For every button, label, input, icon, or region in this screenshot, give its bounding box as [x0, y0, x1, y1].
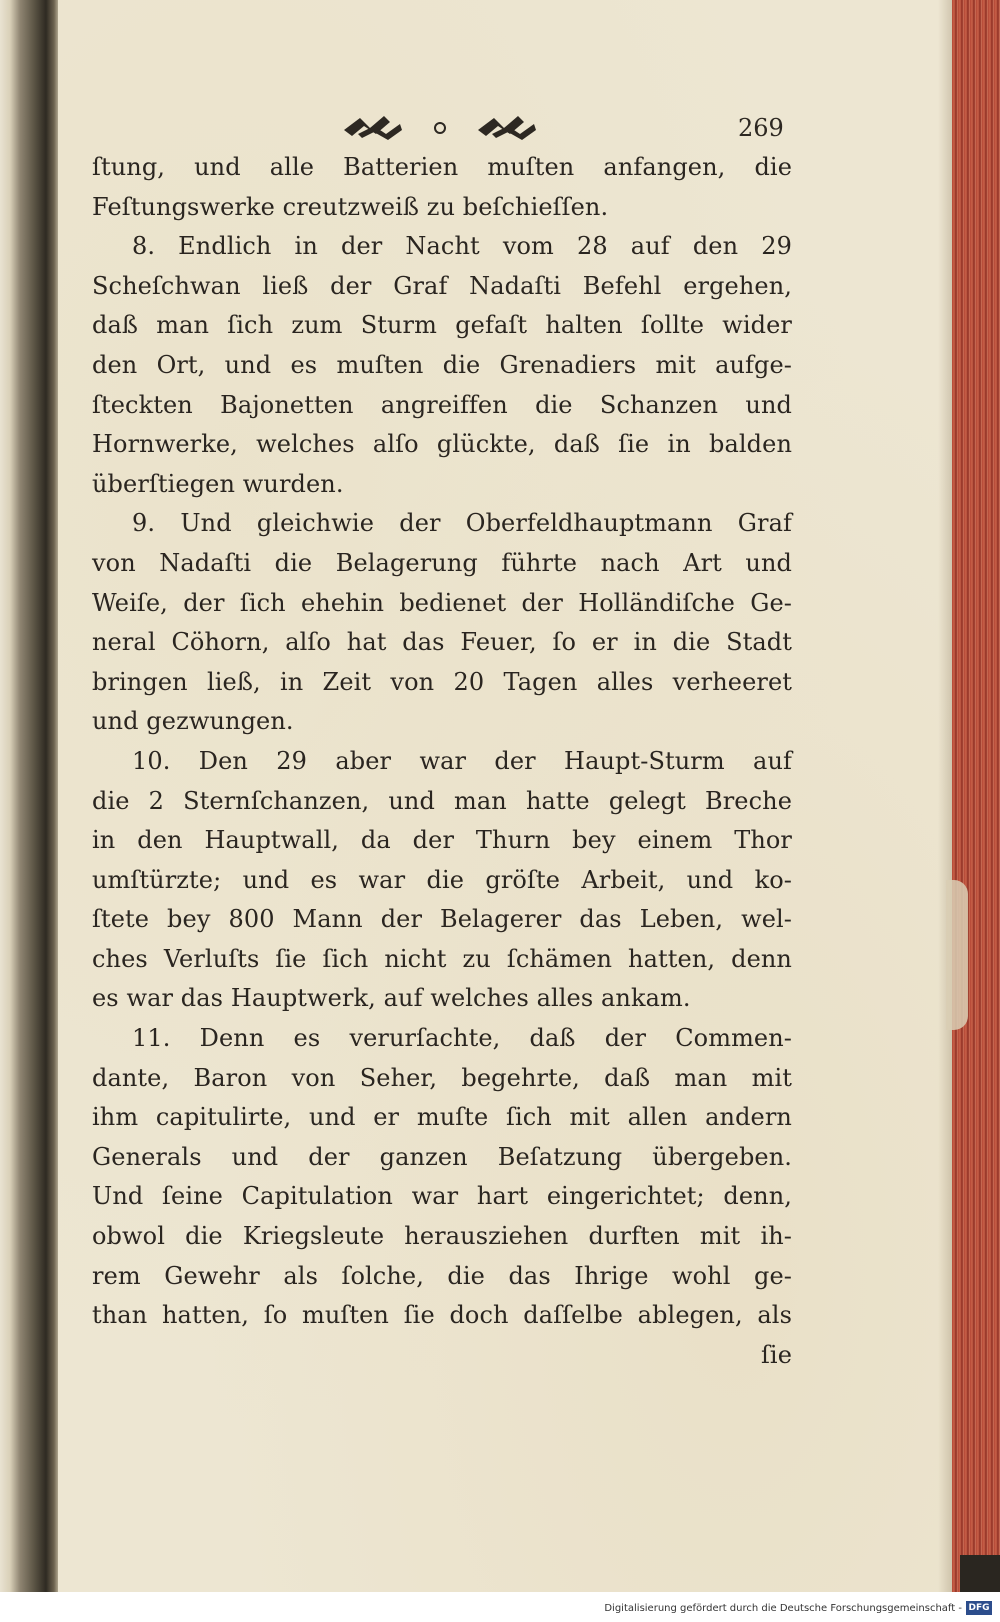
text-line: von Nadaſti die Belagerung führte nach Art und	[92, 548, 792, 577]
text-line: ches Verluſts ſie ſich nicht zu ſchämen hatten, denn	[92, 944, 792, 973]
body-text	[92, 148, 792, 1375]
text-line: und gezwungen.	[92, 707, 294, 736]
digitization-credit: Digitalisierung gefördert durch die Deutsche Forschungsgemeinschaft -	[604, 1603, 962, 1614]
text-line: es war das Hauptwerk, auf welches alles ankam.	[92, 984, 691, 1013]
text-line: 9. Und gleichwie der Oberfeldhauptmann Graf	[132, 509, 792, 538]
scan-corner	[960, 1555, 1000, 1595]
text-line: Hornwerke, welches alſo glückte, daß ſie in balden	[92, 430, 792, 459]
text-line: Scheſchwan ließ der Graf Nadaſti Befehl ergehen,	[92, 271, 792, 300]
text-line: Und ſeine Capitulation war hart eingerichtet; denn,	[92, 1182, 792, 1211]
page-number: 269	[738, 114, 784, 142]
text-line: ſteckten Bajonetten angreiffen die Schanzen und	[92, 390, 792, 419]
text-line: ihm capitulirte, und er muſte ſich mit allen andern	[92, 1103, 792, 1132]
page-tab-mark	[946, 880, 968, 1030]
text-line: ſtete bey 800 Mann der Belagerer das Leben, wel-	[92, 905, 792, 934]
text-line: Generals und der ganzen Beſatzung übergeben.	[92, 1142, 792, 1171]
text-line: neral Cöhorn, alſo hat das Feuer, ſo er in die Stadt	[92, 628, 792, 657]
text-line: ſtung, und alle Batterien muſten anfangen, die	[92, 153, 792, 181]
text-line: Feſtungswerke creutzweiß zu beſchieſſen.	[92, 192, 609, 221]
text-line: bringen ließ, in Zeit von 20 Tagen alles verheeret	[92, 667, 792, 696]
text-line: die 2 Sternſchanzen, und man hatte gelegt Breche	[92, 786, 792, 815]
text-line: 10. Den 29 aber war der Haupt-Sturm auf	[132, 746, 792, 775]
text-line: rem Gewehr als ſolche, die das Ihrige wohl ge-	[92, 1261, 792, 1290]
text-line: daß man ſich zum Sturm gefaſt halten ſollte wider	[92, 311, 792, 340]
catchword: ſie	[760, 1340, 792, 1369]
book-gutter	[0, 0, 60, 1622]
header-ornament-icon	[340, 108, 540, 144]
text-line: in den Hauptwall, da der Thurn bey einem Thor	[92, 826, 792, 855]
text-line: dante, Baron von Seher, begehrte, daß man mit	[92, 1063, 792, 1092]
text-line: obwol die Kriegsleute herausziehen durften mit ih-	[92, 1222, 792, 1251]
text-line: 8. Endlich in der Nacht vom 28 auf den 29	[132, 232, 792, 261]
dfg-logo: DFG	[966, 1601, 992, 1615]
text-line: den Ort, und es muſten die Grenadiers mit aufge-	[92, 350, 792, 379]
text-line: umſtürzte; und es war die gröſte Arbeit, und ko-	[92, 865, 792, 894]
text-line: 11. Denn es verurſachte, daß der Commen-	[132, 1024, 792, 1053]
text-line: überſtiegen wurden.	[92, 469, 344, 498]
text-line: Weiſe, der ſich ehehin bedienet der Holländiſche Ge-	[92, 588, 792, 617]
text-line: than hatten, ſo muſten ſie doch daſſelbe ablegen, als	[92, 1301, 792, 1330]
red-fore-edge	[952, 0, 1000, 1592]
